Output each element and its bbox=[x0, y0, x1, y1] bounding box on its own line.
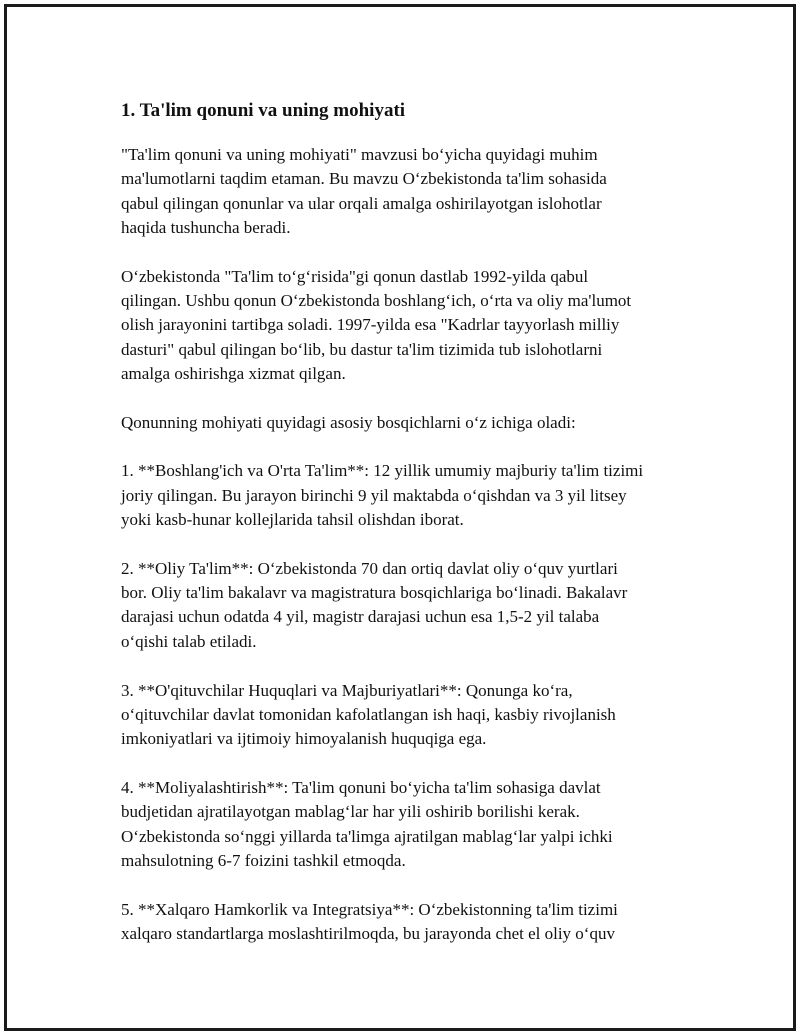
text-line: bor. Oliy ta'lim bakalavr va magistratura bosqichlariga bo‘linadi. Bakalavr bbox=[121, 583, 628, 603]
document-body bbox=[121, 99, 701, 971]
text-line: 4. **Moliyalashtirish**: Ta'lim qonuni bo‘yicha ta'lim sohasiga davlat bbox=[121, 777, 601, 797]
paragraph-item-3 bbox=[121, 679, 701, 752]
text-line: 5. **Xalqaro Hamkorlik va Integratsiya**: O‘zbekistonning ta'lim tizimi bbox=[121, 899, 618, 919]
text-line: 2. **Oliy Ta'lim**: O‘zbekistonda 70 dan ortiq davlat oliy o‘quv yurtlari bbox=[121, 558, 618, 578]
text-line: joriy qilingan. Bu jarayon birinchi 9 yil maktabda o‘qishdan va 3 yil litsey bbox=[121, 485, 627, 505]
text-line: o‘qishi talab etiladi. bbox=[121, 631, 257, 651]
page-title: 1. Ta'lim qonuni va uning mohiyati bbox=[121, 100, 406, 121]
paragraph-summary bbox=[121, 411, 701, 435]
text-line: "Ta'lim qonuni va uning mohiyati" mavzusi bo‘yicha quyidagi muhim bbox=[121, 145, 598, 164]
text-line: 1. **Boshlang'ich va O'rta Ta'lim**: 12 yillik umumiy majburiy ta'lim tizimi bbox=[121, 461, 644, 481]
text-line: dasturi" qabul qilingan bo‘lib, bu dastur ta'lim tizimida tub islohotlarni bbox=[121, 339, 603, 359]
text-line: 3. **O'qituvchilar Huquqlari va Majburiyatlari**: Qonunga ko‘ra, bbox=[121, 680, 573, 700]
text-line: yoki kasb-hunar kollejlarida tahsil olishdan iborat. bbox=[121, 510, 464, 530]
text-line: O‘zbekistonda so‘nggi yillarda ta'limga ajratilgan mablag‘lar yalpi ichki bbox=[121, 826, 613, 846]
text-line: qilingan. Ushbu qonun O‘zbekistonda boshlang‘ich, o‘rta va oliy ma'lumot bbox=[121, 290, 632, 310]
text-line: imkoniyatlari va ijtimoiy himoyalanish huquqiga ega. bbox=[121, 729, 487, 749]
text-line: olish jarayonini tartibga soladi. 1997-yilda esa "Kadrlar tayyorlash milliy bbox=[121, 315, 620, 335]
paragraph-item-4 bbox=[121, 776, 701, 873]
text-line: haqida tushuncha beradi. bbox=[121, 217, 291, 237]
paragraph-item-1 bbox=[121, 459, 701, 532]
text-line: mahsulotning 6-7 foizini tashkil etmoqda. bbox=[121, 850, 406, 870]
text-line: xalqaro standartlarga moslashtirilmoqda, bu jarayonda chet el oliy o‘quv bbox=[121, 923, 615, 943]
paragraph-history bbox=[121, 265, 701, 386]
text-line: darajasi uchun odatda 4 yil, magistr darajasi uchun esa 1,5-2 yil talaba bbox=[121, 607, 600, 627]
text-line: o‘qituvchilar davlat tomonidan kafolatlangan ish haqi, kasbiy rivojlanish bbox=[121, 704, 616, 724]
text-line: amalga oshirishga xizmat qilgan. bbox=[121, 363, 346, 383]
page-frame bbox=[4, 4, 796, 1031]
text-line: budjetidan ajratilayotgan mablag‘lar har yili oshirib borilishi kerak. bbox=[121, 802, 580, 822]
paragraph-item-5 bbox=[121, 898, 701, 947]
text-line: O‘zbekistonda "Ta'lim to‘g‘risida"gi qonun dastlab 1992-yilda qabul bbox=[121, 266, 589, 286]
text-line: ma'lumotlarni taqdim etaman. Bu mavzu O‘zbekistonda ta'lim sohasida bbox=[121, 169, 607, 189]
text-line: Qonunning mohiyati quyidagi asosiy bosqichlarni o‘z ichiga oladi: bbox=[121, 412, 576, 432]
text-line: qabul qilingan qonunlar va ular orqali amalga oshirilayotgan islohotlar bbox=[121, 193, 602, 213]
paragraph-item-2 bbox=[121, 557, 701, 654]
paragraph-intro bbox=[121, 143, 701, 240]
